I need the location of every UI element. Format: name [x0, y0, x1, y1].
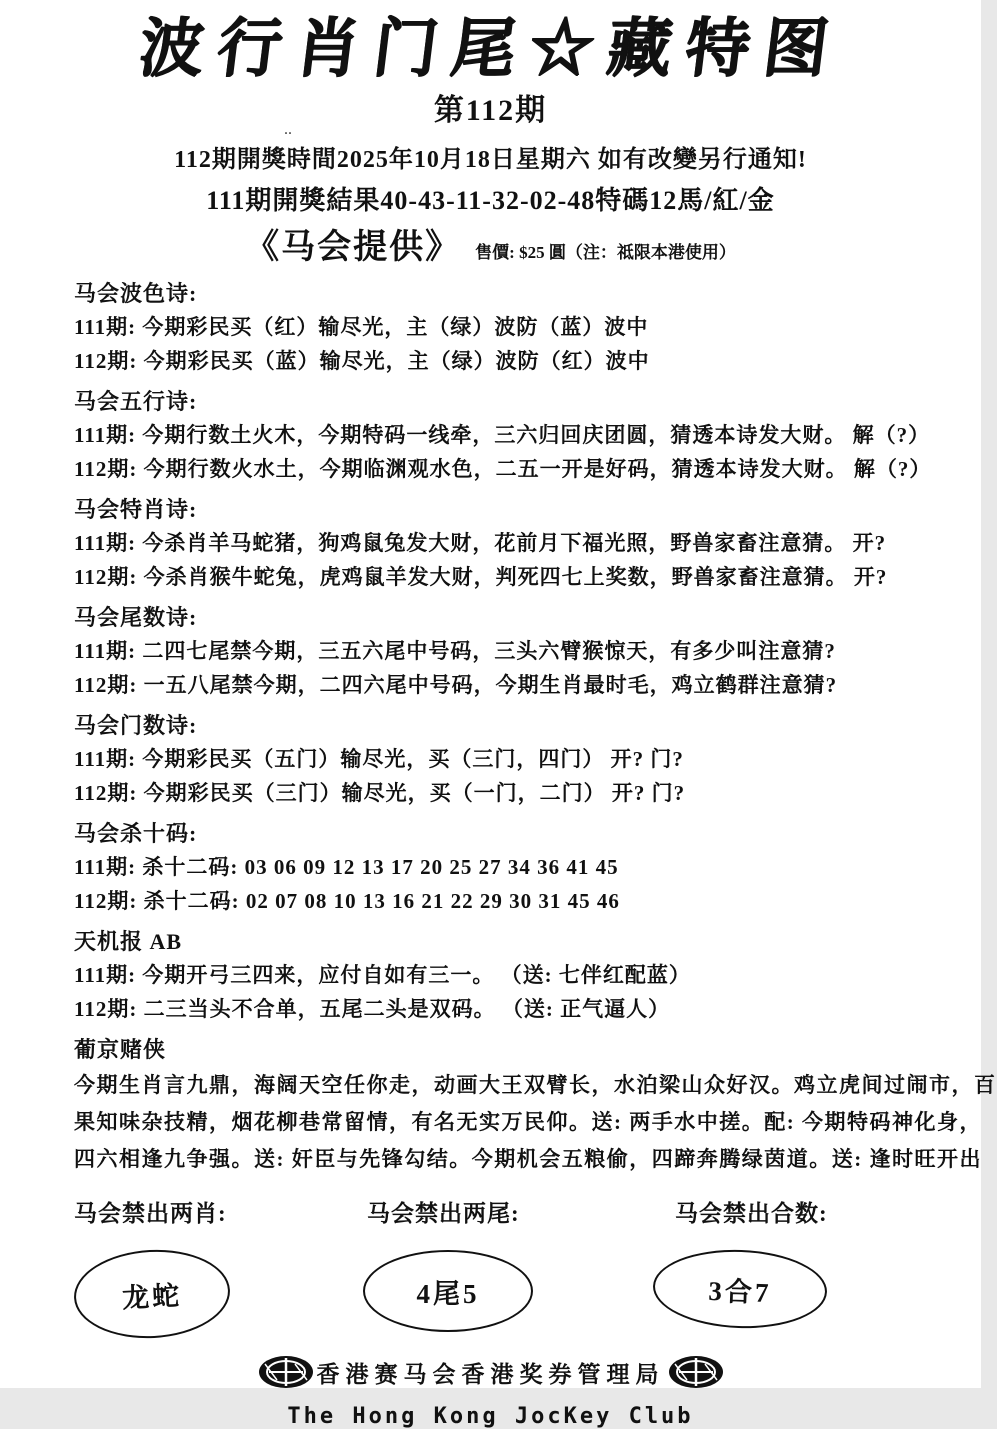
poem-line: 111期: 二四七尾禁今期，三五六尾中号码，三头六臂猴惊天，有多少叫注意猜?	[74, 639, 836, 664]
banned-picks-row	[74, 1195, 981, 1338]
kill-codes-line: 112期: 杀十二码: 02 07 08 10 13 16 21 22 29 30 31 45 46	[74, 889, 620, 914]
ban-value: 3合7	[707, 1275, 772, 1308]
org-name: 香港赛马会香港奖券管理局	[316, 1361, 665, 1387]
jockey-club-seal-icon	[667, 1352, 725, 1392]
ban-label: 马会禁出两肖:	[74, 1201, 227, 1227]
section-five-elements-poem	[74, 388, 945, 484]
section-heading: 马会杀十码:	[74, 821, 198, 847]
ban-two-tails	[367, 1195, 675, 1338]
poem-line: 112期: 一五八尾禁今期，二四六尾中号码，今期生肖最时毛，鸡立鹤群注意猜?	[74, 673, 838, 698]
section-heaven-report-ab	[74, 928, 945, 1024]
ban-two-zodiacs	[74, 1195, 367, 1338]
ban-value: 龙蛇	[121, 1280, 183, 1314]
poem-line: 112期: 今期行数火水土，今期临渊观水色，二五一开是好码，猜透本诗发大财。 解（?）	[74, 457, 932, 482]
poem-line: 112期: 今期彩民买（三门）输尽光，买（一门，二门） 开? 门?	[74, 781, 686, 806]
ban-label: 马会禁出合数:	[675, 1201, 828, 1227]
provider-price-note: 售價: $25 圓（注：祗限本港使用）	[475, 243, 736, 263]
poem-line: 111期: 今期开弓三四来，应付自如有三一。 （送: 七伴红配蓝）	[74, 963, 691, 988]
ban-value: 4尾5	[416, 1278, 480, 1309]
section-heading: 天机报 AB	[74, 929, 183, 955]
paragraph-line: 果知味杂技精，烟花柳巷常留情，有名无实万民仰。送: 两手水中搓。配: 今期特码神化身，	[74, 1110, 982, 1135]
section-heading: 马会波色诗:	[74, 281, 198, 307]
org-name-english: The Hong Kong JocKey Club	[287, 1404, 694, 1429]
ban-oval-tails	[363, 1250, 533, 1332]
ban-sum-number	[675, 1195, 915, 1338]
section-heading: 马会五行诗:	[74, 389, 198, 415]
paragraph-line: 今期生肖言九鼎，海阔天空任你走，动画大王双臂长，水泊梁山众好汉。鸡立虎间过闹市，百	[74, 1073, 997, 1098]
section-heading: 葡京赌侠	[74, 1037, 167, 1063]
page-title: 波行肖门尾☆藏特图	[135, 13, 846, 84]
poem-line: 112期: 今杀肖猴牛蛇兔，虎鸡鼠羊发大财，判死四七上奖数，野兽家畜注意猜。 开?	[74, 565, 888, 590]
section-heading: 马会门数诗:	[74, 713, 198, 739]
paragraph-line: 四六相逢九争强。送: 奸臣与先锋勾结。今期机会五粮偷，四蹄奔腾绿茵道。送: 逢时旺开出	[74, 1147, 982, 1172]
poem-line: 111期: 今期行数土火木，今期特码一线牵，三六归回庆团圆，猜透本诗发大财。 解（?）	[74, 423, 931, 448]
scan-artifact: ··	[284, 126, 293, 140]
footer-org-row	[0, 1352, 981, 1392]
provider-line	[0, 219, 981, 268]
poem-line: 112期: 今期彩民买（蓝）输尽光，主（绿）波防（红）波中	[74, 349, 650, 374]
draw-time-line: 112期開獎時間2025年10月18日星期六 如有改變另行通知!	[174, 147, 807, 174]
poem-line: 111期: 今期彩民买（红）输尽光，主（绿）波防（蓝）波中	[74, 315, 649, 340]
poem-line: 111期: 今期彩民买（五门）输尽光，买（三门，四门） 开? 门?	[74, 747, 684, 772]
ban-oval-sum	[652, 1247, 829, 1331]
last-result-line: 111期開獎結果40-43-11-32-02-48特碼12馬/紅/金	[206, 186, 775, 216]
issue-number: 第112期	[433, 94, 548, 128]
section-special-zodiac-poem	[74, 496, 945, 592]
section-heading: 马会特肖诗:	[74, 497, 198, 523]
kill-codes-line: 111期: 杀十二码: 03 06 09 12 13 17 20 25 27 34 36 41 45	[74, 855, 619, 880]
poem-sections	[74, 280, 997, 1175]
section-tail-number-poem	[74, 604, 945, 700]
poem-line: 112期: 二三当头不合单，五尾二头是双码。 （送: 正气逼人）	[74, 997, 671, 1022]
provider-name: 《马会提供》	[245, 229, 462, 267]
poem-line: 111期: 今杀肖羊马蛇猪，狗鸡鼠兔发大财，花前月下福光照，野兽家畜注意猜。 开?	[74, 531, 887, 556]
section-gate-number-poem	[74, 712, 945, 808]
section-heading: 马会尾数诗:	[74, 605, 198, 631]
section-wave-color-poem	[74, 280, 945, 376]
jockey-club-seal-icon	[257, 1352, 315, 1392]
ban-oval-zodiacs	[72, 1246, 232, 1342]
section-kill-codes	[74, 820, 945, 916]
section-pujing-gambler	[74, 1036, 997, 1175]
ban-label: 马会禁出两尾:	[367, 1201, 520, 1227]
